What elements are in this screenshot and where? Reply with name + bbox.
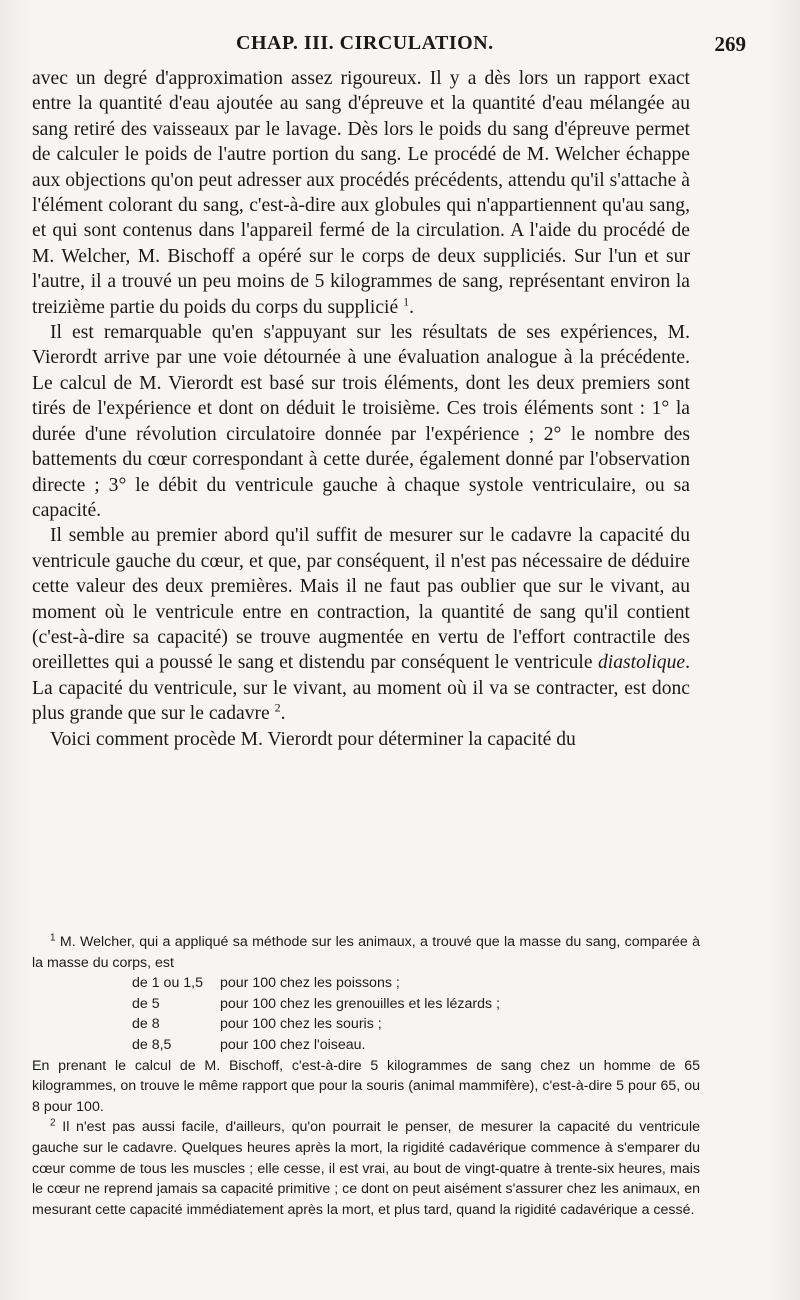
page-header (36, 30, 746, 66)
italic-term: diastolique (598, 652, 686, 674)
footnote-1-table (132, 973, 500, 1055)
footnote-1-intro (32, 932, 700, 973)
running-head: CHAP. III. CIRCULATION. (236, 32, 494, 54)
animal-cell: pour 100 chez les souris ; (220, 1016, 382, 1033)
animal-cell: pour 100 chez les poissons ; (220, 975, 400, 992)
table-row (132, 973, 500, 994)
ratio-cell: de 5 (132, 995, 160, 1012)
table-row (132, 994, 500, 1015)
footnote-2 (32, 1117, 700, 1220)
footnote-1-text: M. Welcher, qui a appliqué sa méthode sur les animaux, a trouvé que la masse du sang, comparée à la masse du corps, est (32, 934, 700, 971)
footnote-1-outro: En prenant le calcul de M. Bischoff, c'est-à-dire 5 kilogrammes de sang chez un homme de 65 kilogrammes, on trouve le même rapport que pour la souris (animal mammifère), c'est-à-dire 5 pour 65, ou 8 pour 100. (32, 1057, 700, 1115)
paragraph-1-text: avec un degré d'approximation assez rigoureux. Il y a dès lors un rapport exact entre la quantité d'eau ajoutée au sang d'épreuve et la quantité d'eau mélangée au sang retiré des vaisseaux par le lavage. Dès lors le poids du sang d'épreuve permet de calculer le poids de l'autre portion du sang. Le procédé de M. Welcher échappe aux objections qu'on peut adresser aux procédés précédents, attendu qu'il s'attache à l'élément colorant du sang, c'est-à-dire aux globules qui n'appartiennent qu'au sang, et qui sont contenus dans l'appareil fermé de la circulation. A l'aide du procédé de M. Welcher, M. Bischoff a opéré sur le corps de deux suppliciés. Sur l'un et sur l'autre, il a trouvé un peu moins de 5 kilogrammes de sang, représentant environ la treizième partie du poids du corps du supplicié (32, 68, 690, 318)
page-number: 269 (714, 32, 746, 56)
footnote-2-text: Il n'est pas aussi facile, d'ailleurs, qu'on pourrait le penser, de mesurer la capacité du ventricule gauche sur le cadavre. Quelques heures après la mort, la rigidité cadavérique commence à s'emparer du cœur comme de tous les muscles ; elle cesse, il est vrai, au bout de vingt-quatre à trente-six heures, mais le cœur ne reprend jamais sa capacité primitive ; ce dont on peut aisément s'assurer chez les animaux, en mesurant cette capacité immédiatement après la mort, et plus tard, quand la rigidité cadavérique a cessé. (32, 1119, 700, 1218)
paragraph-1-end: . (409, 296, 415, 318)
paragraph-3-text: Il semble au premier abord qu'il suffit de mesurer sur le cadavre la capacité du ventricule gauche du cœur, et que, par conséquent, il n'est pas nécessaire de déduire cette valeur des deux premières. Mais il ne faut pas oublier que sur le vivant, au moment où le ventricule entre en contraction, la quantité de sang qu'il contient (c'est-à-dire sa capacité) se trouve augmentée en vertu de l'effort contractile des oreillettes qui a poussé le sang et distendu par conséquent le ventricule (32, 525, 690, 674)
note-ref-1: 1 (403, 294, 410, 309)
ratio-cell: de 8,5 (132, 1036, 172, 1053)
main-text (32, 66, 690, 752)
table-row (132, 1035, 500, 1056)
footnote-2-mark: 2 (50, 1117, 56, 1129)
paragraph-1 (32, 66, 690, 320)
paragraph-4: Voici comment procède M. Vierordt pour déterminer la capacité du (50, 728, 576, 750)
table-row (132, 1014, 500, 1035)
ratio-cell: de 8 (132, 1016, 160, 1033)
animal-cell: pour 100 chez l'oiseau. (220, 1036, 366, 1053)
paragraph-3-text-cont: . La capacité du ventricule, sur le vivant, au moment où il va se contracter, est donc plus grande que sur le cadavre (32, 652, 690, 725)
animal-cell: pour 100 chez les grenouilles et les lézards ; (220, 995, 500, 1012)
paragraph-3-end: . (280, 703, 286, 725)
footnote-1-mark: 1 (50, 932, 56, 944)
paragraph-3 (32, 523, 690, 726)
note-ref-2: 2 (274, 700, 281, 715)
footnotes (32, 932, 700, 1220)
ratio-cell: de 1 ou 1,5 (132, 975, 203, 992)
paragraph-2: Il est remarquable qu'en s'appuyant sur les résultats de ses expériences, M. Vierordt arrive par une voie détournée à une évaluation analogue à la précédente. Le calcul de M. Vierordt est basé sur trois éléments, dont les deux premiers sont tirés de l'expérience et dont on déduit le troisième. Ces trois éléments sont : 1° la durée d'une révolution circulatoire donnée par l'expérience ; 2° le nombre des battements du cœur correspondant à cette durée, également donné par l'observation directe ; 3° le débit du ventricule gauche à chaque systole ventriculaire, ou sa capacité. (32, 322, 690, 521)
